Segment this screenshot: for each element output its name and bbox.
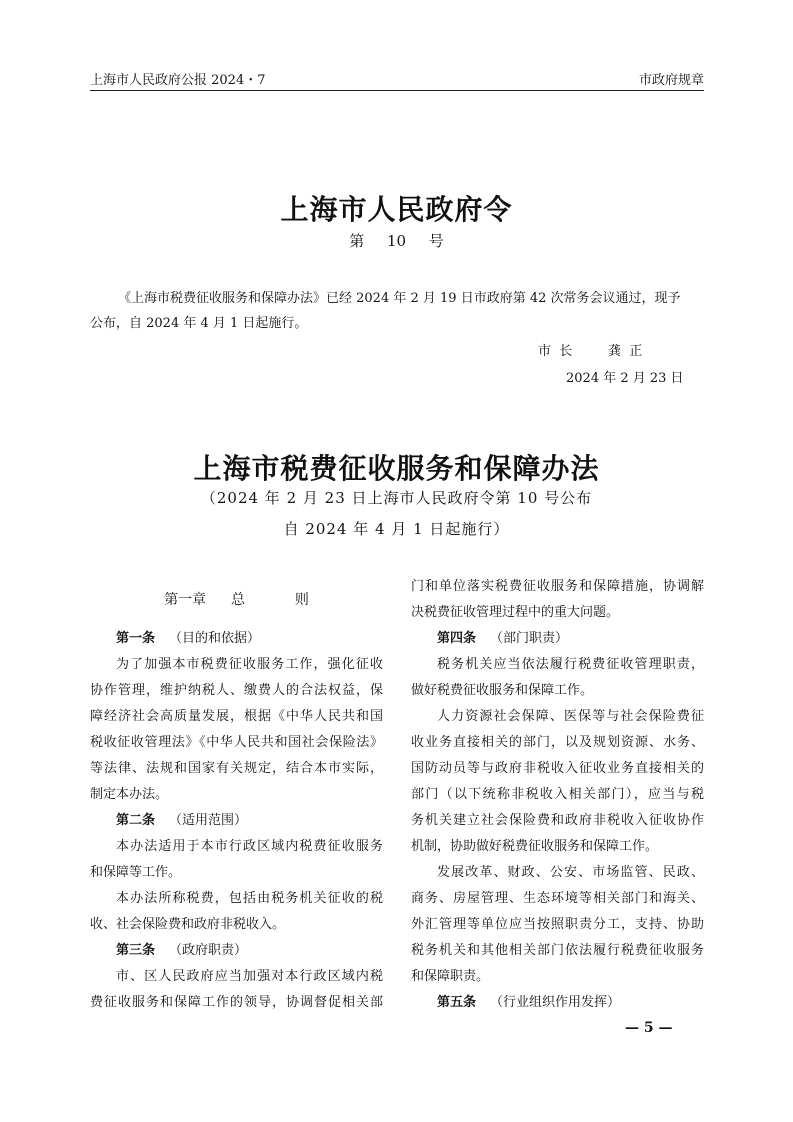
- signer-name: 龚 正: [608, 344, 643, 359]
- text-line: 收业务直接相关的部门，以及规划资源、水务、: [411, 735, 704, 750]
- article-1-title: （目的和依据）: [169, 631, 261, 646]
- page-number: — 5 —: [625, 1020, 673, 1036]
- article-5-number: 第五条: [437, 995, 477, 1010]
- text-line: 务机关建立社会保险费和政府非税收入征收协作: [411, 813, 704, 828]
- text-line: 本办法所称税费，包括由税务机关征收的税: [116, 891, 383, 906]
- signer-title: 市 长: [538, 344, 573, 359]
- text-line: 收、社会保险费和政府非税收入。: [90, 917, 286, 932]
- text-line: 为了加强本市税费征收服务工作，强化征收: [116, 657, 383, 672]
- article-1-heading: [90, 626, 383, 652]
- text-line: 协作管理，维护纳税人、缴费人的合法权益，保: [90, 683, 383, 698]
- article-5-heading: [411, 990, 704, 1016]
- text-line: 外汇管理等单位应当按照职责分工，支持、协助: [411, 917, 704, 932]
- text-line: 做好税费征收服务和保障工作。: [411, 683, 594, 698]
- article-2-number: 第二条: [116, 813, 156, 828]
- article-3-title: （政府职责）: [169, 943, 248, 958]
- text-line: 和保障等工作。: [90, 865, 182, 880]
- order-body-line1: 《上海市税费征收服务和保障办法》已经 2024 年 2 月 19 日市政府第 42 次常务会议通过，现予: [118, 291, 681, 306]
- text-line: 门和单位落实税费征收服务和保障措施，协调解: [411, 579, 704, 594]
- text-line: 税收征收管理法》《中华人民共和国社会保险法》: [90, 735, 383, 750]
- running-header-right: 市政府规章: [638, 73, 704, 88]
- chapter-heading: 第一章 总 则: [164, 592, 309, 608]
- article-1-number: 第一条: [116, 631, 156, 646]
- article-3-heading: [90, 938, 383, 964]
- article-4-number: 第四条: [437, 631, 477, 646]
- order-body-line2: 公布，自 2024 年 4 月 1 日起施行。: [90, 316, 308, 331]
- order-title: 上海市人民政府令: [280, 193, 513, 226]
- text-line: 费征收服务和保障工作的领导，协调督促相关部: [90, 995, 383, 1010]
- text-line: 市、区人民政府应当加强对本行政区域内税: [116, 969, 383, 984]
- regulation-title: 上海市税费征收服务和保障办法: [193, 452, 600, 485]
- text-line: 税务机关和其他相关部门依法履行税费征收服务: [411, 943, 704, 958]
- text-line: 商务、房屋管理、生态环境等相关部门和海关、: [411, 891, 704, 906]
- text-line: 部门（以下统称非税收入相关部门），应当与税: [411, 787, 704, 802]
- regulation-subtitle-line2: 自 2024 年 4 月 1 日起施行）: [283, 520, 510, 538]
- text-line: 等法律、法规和国家有关规定，结合本市实际，: [90, 761, 383, 776]
- text-line: 障经济社会高质量发展，根据《中华人民共和国: [90, 709, 383, 724]
- header-rule: [90, 90, 704, 91]
- text-line: 决税费征收管理过程中的重大问题。: [411, 605, 620, 620]
- article-4-heading: [411, 626, 704, 652]
- text-line: 税务机关应当依法履行税费征收管理职责，: [437, 657, 704, 672]
- text-line: 国防动员等与政府非税收入征收业务直接相关的: [411, 761, 704, 776]
- order-number: 第 10 号: [349, 232, 444, 250]
- article-3-number: 第三条: [116, 943, 156, 958]
- text-line: 人力资源社会保障、医保等与社会保险费征: [437, 709, 704, 724]
- text-line: 本办法适用于本市行政区域内税费征收服务: [116, 839, 383, 854]
- article-2-title: （适用范围）: [169, 813, 248, 828]
- order-date: 2024 年 2 月 23 日: [566, 371, 684, 386]
- left-column: [90, 576, 383, 1016]
- text-line: 和保障职责。: [411, 969, 490, 984]
- text-line: 发展改革、财政、公安、市场监管、民政、: [437, 865, 704, 880]
- regulation-subtitle-line1: （2024 年 2 月 23 日上海市人民政府令第 10 号公布: [200, 489, 593, 507]
- right-column: [411, 574, 704, 1016]
- text-line: 机制，协助做好税费征收服务和保障工作。: [411, 839, 659, 854]
- article-4-title: （部门职责）: [490, 631, 569, 646]
- running-header-left: 上海市人民政府公报 2024・7: [90, 73, 266, 88]
- text-line: 制定本办法。: [90, 787, 169, 802]
- article-5-title: （行业组织作用发挥）: [490, 995, 621, 1010]
- article-2-heading: [90, 808, 383, 834]
